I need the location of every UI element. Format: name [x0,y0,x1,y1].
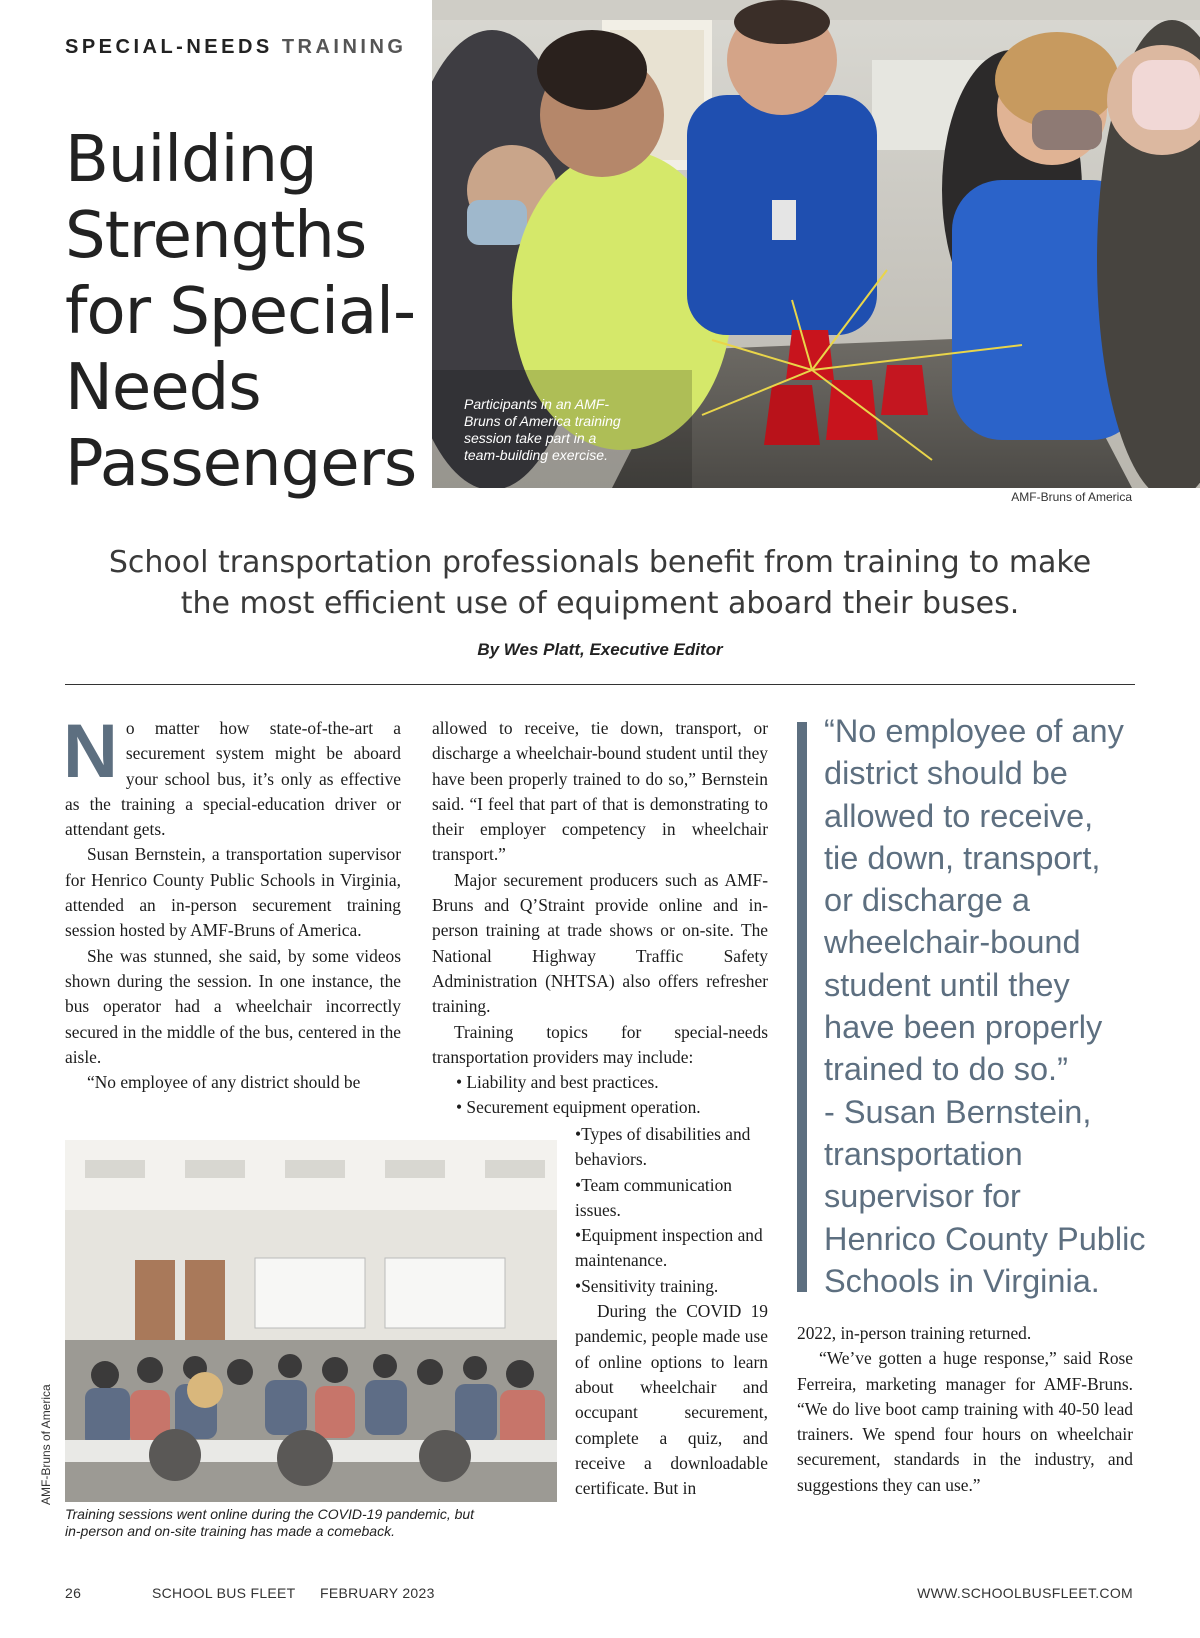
paragraph: She was stunned, she said, by some videos shown during the session. In one instance, the bus operator had a wheelchair incorrectly secured in the middle of the bus, centered in the aisle. [65,945,401,1067]
paragraph: During the COVID 19 pandemic, people made use of online options to learn about wheelchair and occupant securement, complete a quiz, and receive a downloadable certificate. But in [575,1301,768,1499]
website-url: WWW.SCHOOLBUSFLEET.COM [917,1585,1133,1601]
paragraph: Major securement producers such as AMF-Bruns and Q’Straint provide online and in-person training at trade shows or on-site. The National Highway Traffic Safety Administration (NHTSA) also offers refresher training. [432,869,768,1017]
paragraph: Susan Bernstein, a transportation supervisor for Henrico County Public Schools in Virginia, attended an in-person securement training session hosted by AMF-Bruns of America. [65,844,401,941]
issue-date: FEBRUARY 2023 [320,1585,435,1601]
list-item: •Team communication issues. [575,1174,732,1220]
top-photo-caption: Participants in an AMF- Bruns of America training session take part in a team-building exercise. [464,396,621,463]
body-column-2-continued [575,1122,768,1501]
list-item: • Liability and best practices. [456,1072,659,1093]
list-item: •Types of disabilities and behaviors. [575,1124,751,1170]
paragraph: 2022, in-person training returned. [797,1323,1032,1343]
paragraph: “No employee of any district should be [87,1072,361,1093]
page-number: 26 [65,1585,82,1601]
body-column-1 [63,709,401,1095]
drop-cap: N [63,709,118,794]
pull-quote: “No employee of any district should be allowed to receive, tie down, transport, or discharge a wheelchair-bound student until they have been properly trained to do so.” - Susan Bernstein, transportation supervisor for Henrico County Public Schools in Virginia. [824,713,1146,1299]
byline: By Wes Platt, Executive Editor [477,640,723,659]
bottom-photo-credit: AMF-Bruns of America [39,1384,53,1505]
bottom-photo-caption: Training sessions went online during the COVID-19 pandemic, but in-person and on-site training has made a comeback. [65,1506,475,1539]
publication-name: SCHOOL BUS FLEET [152,1585,296,1601]
list-item: •Equipment inspection and maintenance. [575,1225,763,1271]
body-column-3 [797,1321,1133,1498]
paragraph: No matter how state-of-the-art a securement system might be aboard your school bus, it’s only as effective as the training a special-education driver or attendant gets. [63,709,401,840]
paragraph: “We’ve gotten a huge response,” said Rose Ferreira, marketing manager for AMF-Bruns. “We do live boot camp training with 40-50 lead trainers. We spend four hours on wheelchair securement, standards in the industry, and suggestions they can use.” [797,1348,1133,1495]
body-column-2 [432,716,768,1121]
section-kicker: SPECIAL-NEEDS TRAINING [65,36,407,58]
classroom-training-photo [65,1140,557,1502]
headline: Building Strengths for Special- Needs Passengers [65,123,417,501]
article-deck: School transportation professionals benefit from training to make the most efficient use of equipment aboard their buses. [108,545,1092,621]
paragraph: allowed to receive, tie down, transport, or discharge a wheelchair-bound student until they have been properly trained to do so,” Bernstein said. “I feel that part of that is demonstrating to their employer competency in wheelchair transport.” [432,718,768,865]
top-photo-credit: AMF-Bruns of America [1011,490,1132,504]
pull-quote-bar [797,722,807,1292]
paragraph: Training topics for special-needs transportation providers may include: [432,1021,768,1067]
divider-rule [65,684,1135,685]
list-item: • Securement equipment operation. [456,1097,701,1118]
list-item: •Sensitivity training. [575,1275,719,1296]
